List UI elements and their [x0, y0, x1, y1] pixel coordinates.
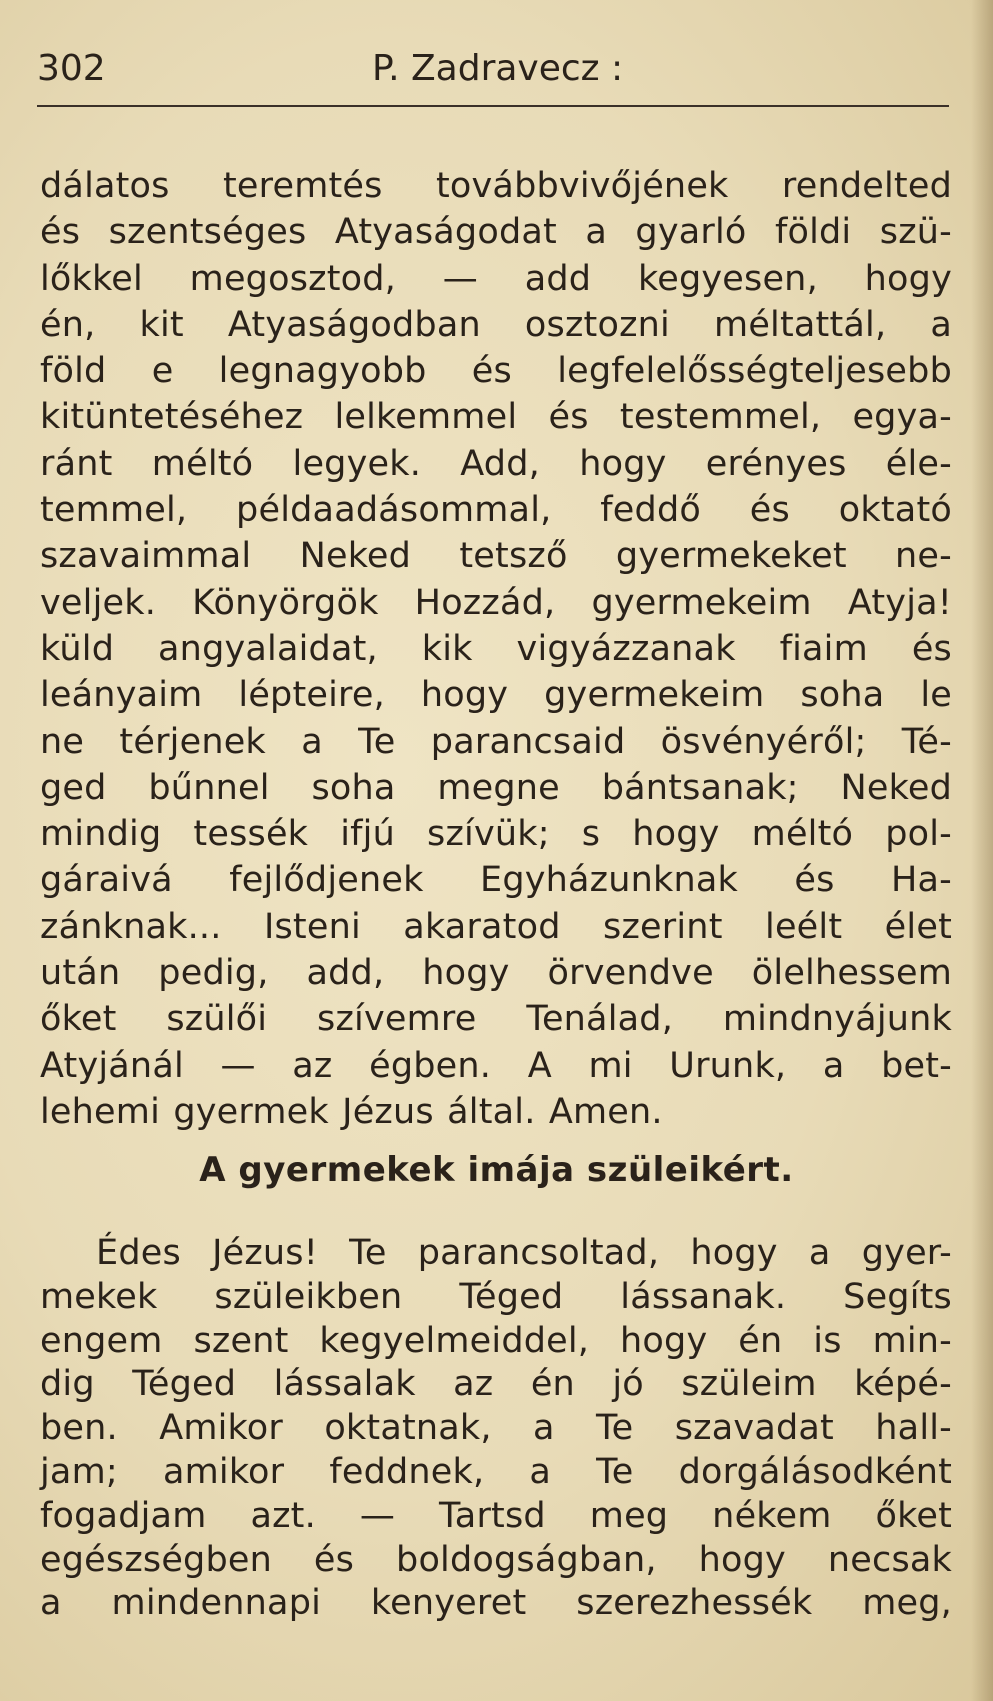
running-head [0, 44, 993, 94]
text-line: fogadjam azt. — Tartsd meg nékem őket [40, 1495, 952, 1536]
text-line: zánknak... Isteni akaratod szerint leélt élet [40, 906, 952, 947]
text-line: dig Téged lássalak az én jó szüleim képé- [40, 1364, 952, 1405]
text-line: leányaim lépteire, hogy gyermekeim soha le [40, 675, 952, 716]
text-line: veljek. Könyörgök Hozzád, gyermekeim Atyja! [40, 582, 952, 623]
text-line: szavaimmal Neked tetsző gyermekeket ne- [40, 536, 952, 577]
text-line: és szentséges Atyaságodat a gyarló földi szü- [40, 212, 952, 253]
text-line: ránt méltó legyek. Add, hogy erényes éle- [40, 443, 952, 484]
text-line-first: Édes Jézus! Te parancsoltad, hogy a gyer- [96, 1233, 952, 1273]
text-line: Atyjánál — az égben. A mi Urunk, a bet- [40, 1045, 952, 1086]
text-line: mindig tessék ifjú szívük; s hogy méltó pol- [40, 814, 952, 855]
text-line: lőkkel megosztod, — add kegyesen, hogy [40, 258, 952, 299]
page-number: 302 [37, 48, 106, 89]
text-line: őket szülői szívemre Tenálad, mindnyájunk [40, 999, 952, 1040]
header-rule [37, 105, 949, 107]
page-edge-shadow [971, 0, 993, 1701]
text-line: ged bűnnel soha megne bántsanak; Neked [40, 767, 952, 808]
text-line: dálatos teremtés továbbvivőjének rendelted [40, 166, 952, 206]
text-line: kitüntetéséhez lelkemmel és testemmel, egya- [40, 397, 952, 438]
text-line: ben. Amikor oktatnak, a Te szavadat hall- [40, 1408, 952, 1449]
running-title: P. Zadravecz : [372, 48, 624, 89]
text-line: egészségben és boldogságban, hogy necsak [40, 1539, 952, 1580]
text-line: mekek szüleikben Téged lássanak. Segíts [40, 1276, 952, 1317]
text-line: én, kit Atyaságodban osztozni méltattál, a [40, 304, 952, 345]
text-line: ne térjenek a Te parancsaid ösvényéről; Té- [40, 721, 952, 762]
prayer-continuation [40, 163, 952, 1135]
text-line: temmel, példaadásommal, feddő és oktató [40, 490, 952, 531]
text-line: után pedig, add, hogy örvendve ölelhessem [40, 953, 952, 994]
text-line: gáraivá fejlődjenek Egyházunknak és Ha- [40, 860, 952, 901]
section-heading: A gyermekek imája szüleikért. [199, 1150, 794, 1190]
text-line-final: lehemi gyermek Jézus által. Amen. [40, 1091, 663, 1132]
text-line: föld e legnagyobb és legfelelősségteljesebb [40, 351, 952, 392]
text-line: a mindennapi kenyeret szerezhessék meg, [40, 1583, 952, 1624]
text-line: engem szent kegyelmeiddel, hogy én is min- [40, 1320, 952, 1361]
text-line: küld angyalaidat, kik vigyázzanak fiaim és [40, 628, 952, 669]
text-line: jam; amikor feddnek, a Te dorgálásodként [40, 1451, 952, 1492]
children-prayer [40, 1232, 952, 1626]
